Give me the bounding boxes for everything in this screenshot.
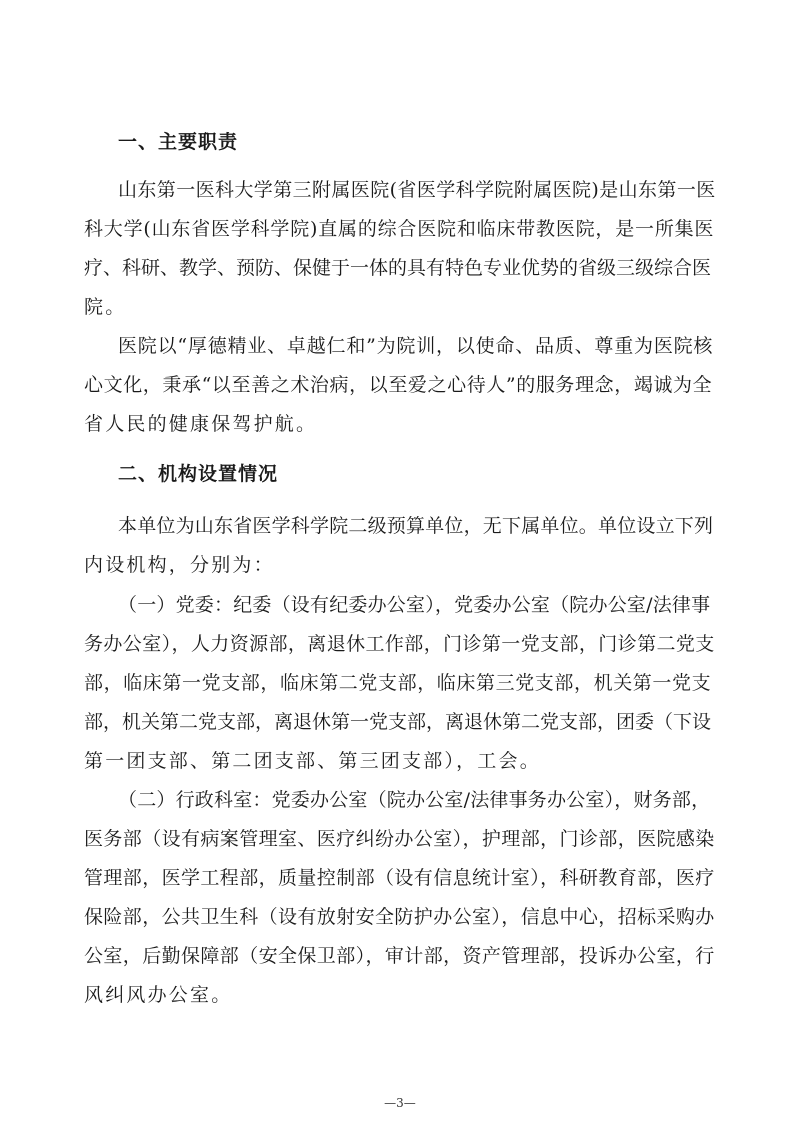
page-number: —3— xyxy=(384,1096,416,1110)
paragraph-line: 山东第一医科大学第三附属医院(省医学科学院附属医院)是山东第一医 xyxy=(118,179,716,201)
section-heading-duties: 一、主要职责 xyxy=(118,131,239,153)
paragraph-line: 部，机关第二党支部，离退休第一党支部，离退休第二党支部，团委（下设 xyxy=(84,711,712,733)
paragraph-line: 管理部，医学工程部，质量控制部（设有信息统计室），科研教育部，医疗 xyxy=(84,867,715,889)
paragraph-line: （二）行政科室：党委办公室（院办公室/法律事务办公室），财务部， xyxy=(118,789,711,811)
paragraph-line: 心文化，秉承“以至善之术治病，以至爱之心待人”的服务理念，竭诚为全 xyxy=(84,374,713,396)
paragraph-line: （一）党委：纪委（设有纪委办公室），党委办公室（院办公室/法律事 xyxy=(118,594,711,616)
paragraph-line: 公室，后勤保障部（安全保卫部），审计部，资产管理部，投诉办公室，行 xyxy=(84,945,715,967)
paragraph-line: 医院以“厚德精业、卓越仁和”为院训，以使命、品质、尊重为医院核 xyxy=(118,335,714,357)
paragraph-line: 务办公室），人力资源部，离退休工作部，门诊第一党支部，门诊第二党支 xyxy=(84,633,715,655)
section-heading-organization: 二、机构设置情况 xyxy=(118,463,279,485)
paragraph-line: 保险部，公共卫生科（设有放射安全防护办公室），信息中心，招标采购办 xyxy=(84,906,715,928)
paragraph-line: 本单位为山东省医学科学院二级预算单位，无下属单位。单位设立下列 xyxy=(118,515,714,537)
paragraph-line: 内设机构，分别为： xyxy=(84,554,275,576)
paragraph-line: 院。 xyxy=(84,296,127,318)
paragraph-line: 部，临床第一党支部，临床第二党支部，临床第三党支部，机关第一党支 xyxy=(84,672,712,694)
paragraph-line: 科大学(山东省医学科学院)直属的综合医院和临床带教医院，是一所集医 xyxy=(84,218,715,240)
paragraph-line: 疗、科研、教学、预防、保健于一体的具有特色专业优势的省级三级综合医 xyxy=(84,257,712,279)
paragraph-line: 省人民的健康保驾护航。 xyxy=(84,413,318,435)
paragraph-line: 风纠风办公室。 xyxy=(84,984,233,1006)
paragraph-line: 第一团支部、第二团支部、第三团支部），工会。 xyxy=(84,750,541,772)
paragraph-line: 医务部（设有病案管理室、医疗纠纷办公室），护理部，门诊部，医院感染 xyxy=(84,828,715,850)
